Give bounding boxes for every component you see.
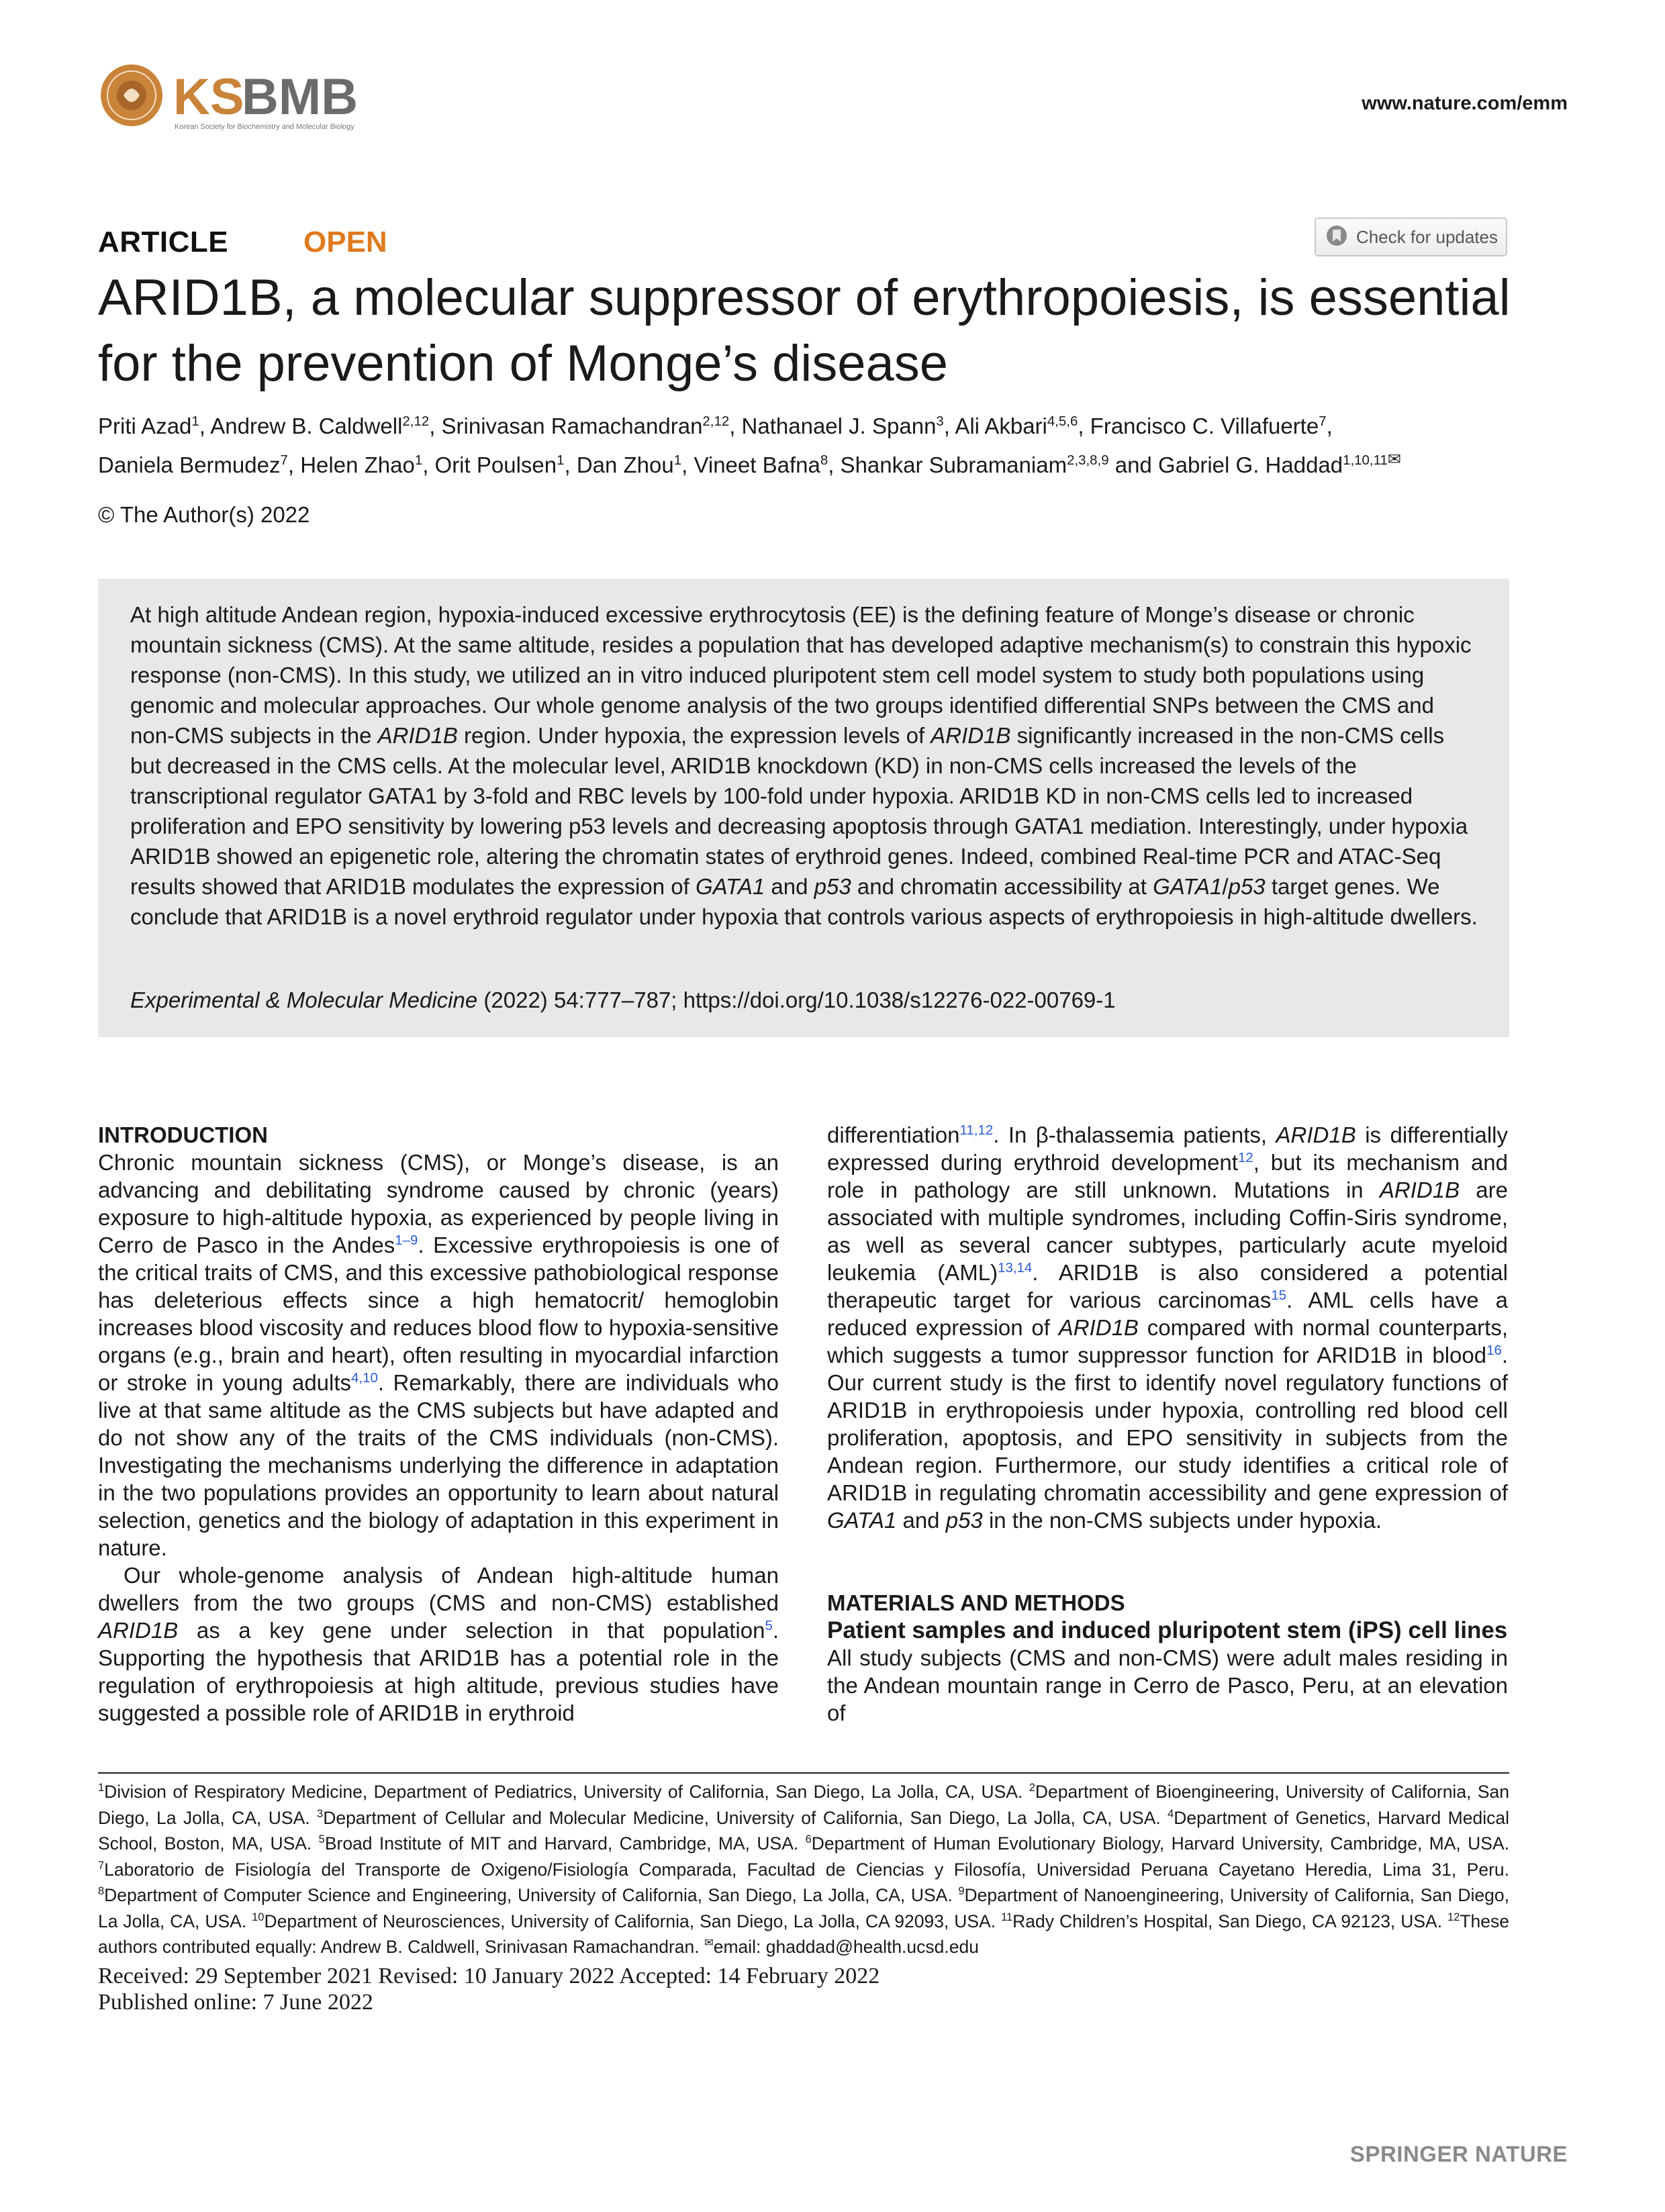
body-column-left: [98, 1121, 779, 1727]
body-column-right: [827, 1121, 1508, 1727]
svg-text:Korean Society for Biochemistr: Korean Society for Biochemistry and Molecular Biology: [175, 123, 354, 131]
published-online: Published online: 7 June 2022: [98, 1990, 373, 2015]
bookmark-icon: [1325, 224, 1348, 250]
article-title: ARID1B, a molecular suppressor of erythropoiesis, is essential for the prevention of Monge’s disease: [98, 269, 1511, 392]
intro-paragraph-2-cont: differentiation$^{11,12}$. In β-thalassemia patients, ARID1B is differentially expressed during erythroid development$^{12}$, but its mechanism and role in pathology are still unknown. Mutations in ARID1B are associated with multiple syndromes, including Coffin-Siris syndrome, as well as several cancer subtypes, particularly acute myeloid leukemia (AML)$^{13,14}$. ARID1B is also considered a potential therapeutic target for various carcinomas$^{15}$. AML cells have a reduced expression of ARID1B compared with normal counterparts, which suggests a tumor suppressor function for ARID1B in blood$^{16}$. Our current study is the first to identify novel regulatory functions of ARID1B in erythropoiesis under hypoxia, controlling red blood cell proliferation, apoptosis, and EPO sensitivity in subjects from the Andean region. Furthermore, our study identifies a critical role of ARID1B in regulating chromatin accessibility and gene expression of GATA1 and p53 in the non-CMS subjects under hypoxia.: [827, 1122, 1509, 1533]
received-revised-accepted: Received: 29 September 2021 Revised: 10 January 2022 Accepted: 14 February 2022: [98, 1964, 880, 1988]
footer-divider: [98, 1772, 1509, 1774]
citation-journal: Experimental & Molecular Medicine: [130, 988, 478, 1012]
intro-paragraph-2: Our whole-genome analysis of Andean high-altitude human dwellers from the two groups (CMS and non-CMS) established ARID1B as a key gene under selection in that population$^5$. Supporting the hypothesis that ARID1B has a potential role in the regulation of erythropoiesis at high altitude, previous studies have suggested a possible role of ARID1B in erythroid: [98, 1563, 779, 1725]
svg-text:KS: KS: [173, 68, 244, 126]
section-heading-introduction: INTRODUCTION: [98, 1122, 268, 1147]
abstract-text: At high altitude Andean region, hypoxia-induced excessive erythrocytosis (EE) is the defining feature of Monge’s disease or chronic mountain sickness (CMS). At the same altitude, resides a population that has developed adaptive mechanism(s) to constrain this hypoxic response (non-CMS). In this study, we utilized an in vitro induced pluripotent stem cell model system to study both populations using genomic and molecular approaches. Our whole genome analysis of the two groups identified differential SNPs between the CMS and non-CMS subjects in the ARID1B region. Under hypoxia, the expression levels of ARID1B significantly increased in the non-CMS cells but decreased in the CMS cells. At the molecular level, ARID1B knockdown (KD) in non-CMS cells increased the levels of the transcriptional regulator GATA1 by 3-fold and RBC levels by 100-fold under hypoxia. ARID1B KD in non-CMS cells led to increased proliferation and EPO sensitivity by lowering p53 levels and decreasing apoptosis through GATA1 mediation. Interestingly, under hypoxia ARID1B showed an epigenetic role, altering the chromatin states of erythroid genes. Indeed, combined Real-time PCR and ATAC-Seq results showed that ARID1B modulates the expression of GATA1 and p53 and chromatin accessibility at GATA1/p53 target genes. We conclude that ARID1B is a novel erythroid regulator under hypoxia that controls various aspects of erythropoiesis in high-altitude dwellers.: [130, 602, 1478, 929]
subsection-heading-patient-samples: Patient samples and induced pluripotent stem (iPS) cell lines: [827, 1617, 1508, 1643]
check-for-updates-label: Check for updates: [1356, 226, 1498, 247]
open-access-label: OPEN: [303, 226, 387, 258]
citation-line: [130, 988, 1116, 1013]
check-for-updates-button[interactable]: [1315, 218, 1507, 256]
copyright-notice: © The Author(s) 2022: [98, 502, 310, 527]
article-type-label: ARTICLE: [98, 226, 229, 258]
citation-doi[interactable]: (2022) 54:777–787; https://doi.org/10.1038/s12276-022-00769-1: [477, 988, 1116, 1012]
journal-url[interactable]: www.nature.com/emm: [1362, 93, 1568, 114]
affiliations-footnote: $^1$Division of Respiratory Medicine, Department of Pediatrics, University of California, San Diego, La Jolla, CA, USA. $^2$Department of Bioengineering, University of California, San Diego, La Jolla, CA, USA. $^3$Department of Cellular and Molecular Medicine, University of California, San Diego, La Jolla, CA, USA. $^4$Department of Genetics, Harvard Medical School, Boston, MA, USA. $^5$Broad Institute of MIT and Harvard, Cambridge, MA, USA. $^6$Department of Human Evolutionary Biology, Harvard University, Cambridge, MA, USA. $^7$Laboratorio de Fisiología del Transporte de Oxigeno/Fisiología Comparada, Facultad de Ciencias y Filosofía, Universidad Peruana Cayetano Heredia, Lima 31, Peru. $^8$Department of Computer Science and Engineering, University of California, San Diego, La Jolla, CA, USA. $^9$Department of Nanoengineering, University of California, San Diego, La Jolla, CA, USA. $^{10}$Department of Neurosciences, University of California, San Diego, La Jolla, CA 92093, USA. $^{11}$Rady Children’s Hospital, San Diego, CA 92123, USA. $^{12}$These authors contributed equally: Andrew B. Caldwell, Srinivasan Ramachandran. ✉email: ghaddad@health.ucsd.edu: [98, 1782, 1510, 1957]
section-heading-methods: MATERIALS AND METHODS: [827, 1590, 1125, 1615]
intro-paragraph-1: Chronic mountain sickness (CMS), or Monge’s disease, is an advancing and debilitating syndrome caused by chronic (years) exposure to high-altitude hypoxia, as experienced by people living in Cerro de Pasco in the Andes$^{1-9}$. Excessive erythropoiesis is one of the critical traits of CMS, and this excessive pathobiological response has deleterious effects since a high hematocrit/ hemoglobin increases blood viscosity and reduces blood flow to hypoxia-sensitive organs (e.g., brain and heart), often resulting in myocardial infarction or stroke in young adults$^{4,10}$. Remarkably, there are individuals who live at that same altitude as the CMS subjects but have adapted and do not show any of the traits of the CMS individuals (non-CMS). Investigating the mechanisms underlying the difference in adaptation in the two populations provides an opportunity to learn about natural selection, genetics and the biology of adaptation in this experiment in nature.: [98, 1150, 779, 1560]
publisher-logo: SPRINGER NATURE: [1349, 2142, 1568, 2166]
publication-dates: [98, 1963, 879, 2015]
email-icon[interactable]: ✉: [1387, 450, 1401, 469]
svg-text:BMB: BMB: [242, 68, 359, 126]
methods-paragraph-1: All study subjects (CMS and non-CMS) were adult males residing in the Andean mountain range in Cerro de Pasco, Peru, at an elevation of: [827, 1645, 1508, 1725]
ksbmb-logo: [98, 62, 380, 136]
author-list: Priti Azad$^1$, Andrew B. Caldwell$^{2,12}$, Srinivasan Ramachandran$^{2,12}$, Nathanael J. Spann$^3$, Ali Akbari$^{4,5,6}$, Francisco C. Villafuerte$^7$, Daniela Bermudez$^7$, Helen Zhao$^1$, Orit Poulsen$^1$, Dan Zhou$^1$, Vineet Bafna$^8$, Shankar Subramaniam$^{2,3,8,9}$ and Gabriel G. Haddad$^{1,10,11✉}$: [98, 414, 1401, 477]
